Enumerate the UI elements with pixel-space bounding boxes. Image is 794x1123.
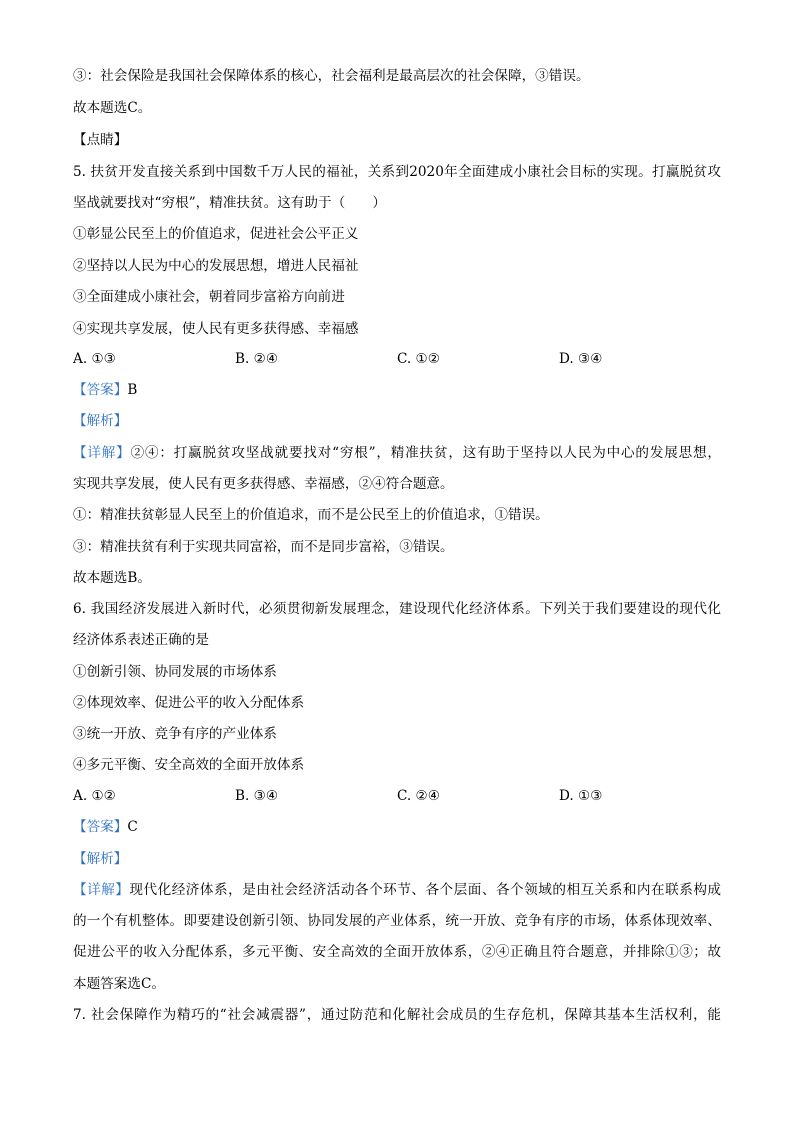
question-6-options <box>73 784 721 808</box>
answer-line <box>73 378 721 402</box>
answer-value: B <box>127 382 138 398</box>
section-tag-dianjing: 【点睛】 <box>73 132 128 148</box>
text-line: ③：精准扶贫有利于实现共同富裕，而不是同步富裕，③错误。 <box>73 539 454 555</box>
detail-tag: 【详解】 <box>73 445 131 461</box>
statement-4: ④多元平衡、安全高效的全面开放体系 <box>73 757 305 773</box>
statement-2: ②坚持以人民为中心的发展思想，增进人民福祉 <box>73 258 359 274</box>
question-6-stem: 6. 我国经济发展进入新时代，必须贯彻新发展理念，建设现代化经济体系。下列关于我们要建设的现代化 <box>73 601 721 617</box>
question-5-stem-cont: 坚战就要找对“穷根”，精准扶贫。这有助于（ ） <box>73 195 386 211</box>
answer-tag: 【答案】 <box>73 819 128 835</box>
text-line: 故本题选B。 <box>73 570 151 586</box>
detail-line <box>73 441 721 465</box>
statement-1: ①创新引领、协同发展的市场体系 <box>73 664 277 680</box>
detail-line <box>73 878 721 902</box>
question-6-stem-cont: 经济体系表述正确的是 <box>73 632 209 648</box>
question-7-stem: 7. 社会保障作为精巧的“社会减震器”，通过防范和化解社会成员的生存危机，保障其基本生活权利，能 <box>73 1007 721 1023</box>
statement-3: ③统一开放、竞争有序的产业体系 <box>73 726 277 742</box>
analysis-line <box>73 409 721 433</box>
text-line: ③：社会保险是我国社会保障体系的核心，社会福利是最高层次的社会保障，③错误。 <box>73 68 590 84</box>
answer-value: C <box>127 819 138 835</box>
text-line: 的一个有机整体。即要建设创新引领、协同发展的产业体系，统一开放、竞争有序的市场，体系体现效率、 <box>73 913 721 929</box>
answer-tag: 【答案】 <box>73 382 128 398</box>
option-d: D. ①③ <box>559 788 603 804</box>
option-d: D. ③④ <box>559 351 603 367</box>
option-a: A. ①③ <box>73 351 116 367</box>
question-5-stem: 5. 扶贫开发直接关系到中国数千万人民的福祉，关系到2020年全面建成小康社会目标的实现。打赢脱贫攻 <box>73 164 721 180</box>
statement-4: ④实现共享发展，使人民有更多获得感、幸福感 <box>73 321 359 337</box>
answer-line <box>73 815 721 839</box>
detail-tag: 【详解】 <box>73 882 130 898</box>
analysis-tag: 【解析】 <box>73 413 128 429</box>
statement-2: ②体现效率、促进公平的收入分配体系 <box>73 695 305 711</box>
detail-text: 现代化经济体系，是由社会经济活动各个环节、各个层面、各个领域的相互关系和内在联系构成 <box>129 882 721 898</box>
option-a: A. ①② <box>73 788 116 804</box>
detail-text: ②④：打赢脱贫攻坚战就要找对“穷根”，精准扶贫，这有助于坚持以人民为中心的发展思想， <box>130 445 721 461</box>
text-line: 促进公平的收入分配体系，多元平衡、安全高效的全面开放体系，②④正确且符合题意，并排除①③；故 <box>73 944 721 960</box>
text-line: 本题答案选C。 <box>73 976 165 992</box>
option-b: B. ③④ <box>235 788 279 804</box>
option-b: B. ②④ <box>235 351 279 367</box>
question-5-options <box>73 347 721 371</box>
text-line: 实现共享发展，使人民有更多获得感、幸福感，②④符合题意。 <box>73 476 454 492</box>
text-line: ①：精准扶贫彰显人民至上的价值追求，而不是公民至上的价值追求，①错误。 <box>73 507 549 523</box>
option-c: C. ①② <box>397 351 440 367</box>
statement-1: ①彰显公民至上的价值追求，促进社会公平正义 <box>73 226 359 242</box>
analysis-line <box>73 847 721 871</box>
analysis-tag: 【解析】 <box>73 851 128 867</box>
option-c: C. ②④ <box>397 788 440 804</box>
text-line: 故本题选C。 <box>73 100 152 116</box>
statement-3: ③全面建成小康社会，朝着同步富裕方向前进 <box>73 289 345 305</box>
